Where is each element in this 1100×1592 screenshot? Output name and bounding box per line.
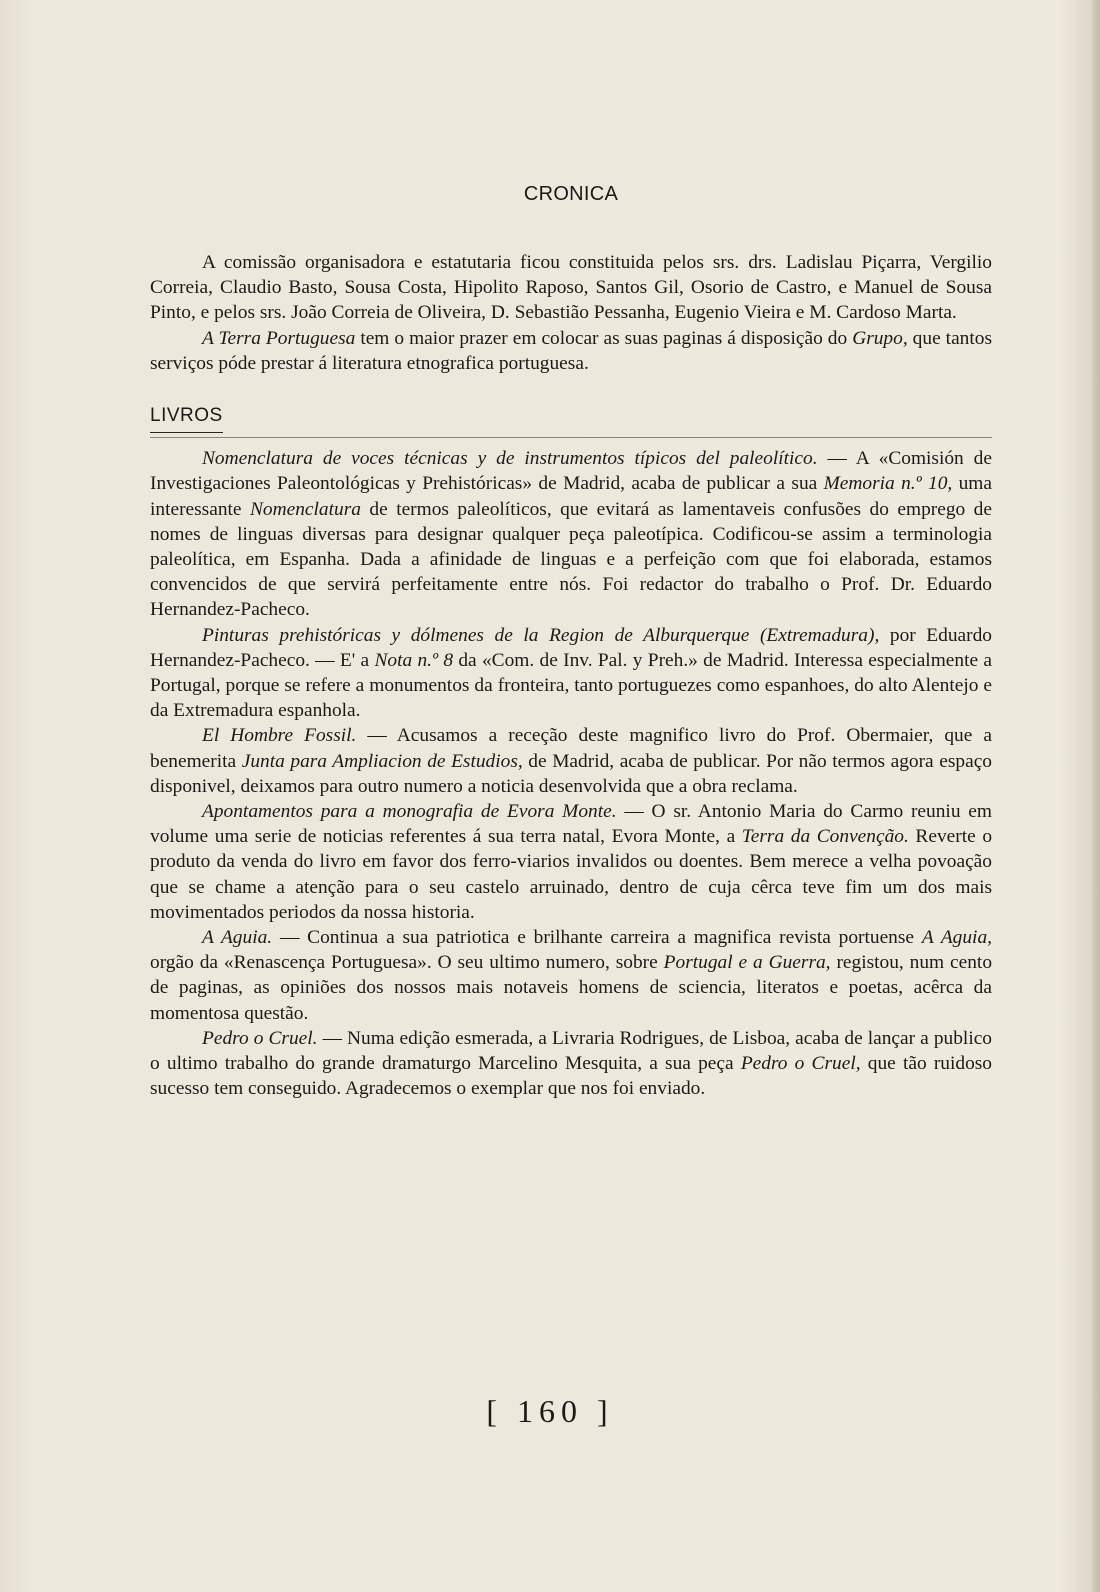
text-run: — Numa edição esmerada, a Livraria Rodrigues, de Lisboa, acaba de lançar a publico o ultimo trabalho do grande dramaturgo Marcelino Mesquita, a sua peça xyxy=(150,1027,993,1075)
text-run: Reverte o produto da venda do livro em favor dos ferro-viarios invalidos ou doentes. Bem merece a velha povoação que se chame a atenção para o seu castelo arruinado, dentro de cuja cêrca teve fim um dos mais movimentados periodos da nossa historia. xyxy=(150,826,993,923)
text-run: registou, num cento de paginas, as opiniões dos nossos mais notaveis homens de sciencia, literatos e poetas, acêrca da momentosa questão. xyxy=(150,952,993,1024)
italic-run: Portugal e a Guerra, xyxy=(663,952,831,974)
text-run: — Continua a sua patriotica e brilhante carreira a magnifica revista portuense xyxy=(272,927,922,949)
journal-title: A Terra Portuguesa xyxy=(202,327,356,349)
entry-title: Pedro o Cruel. xyxy=(202,1027,318,1049)
text-run: da «Com. de Inv. Pal. y Preh.» de Madrid. Interessa especialmente a Portugal, porque se refere a monumentos da fronteira, tanto portuguezes como espanhoes, do alto Alentejo e da Extremadura espanhola. xyxy=(150,649,992,722)
running-title: CRONICA xyxy=(523,183,619,205)
italic-run: Junta para Ampliacion de Estudios, xyxy=(241,750,523,772)
entry-hombre-fossil xyxy=(150,723,992,799)
italic-run: Nota n.º 8 xyxy=(374,649,454,671)
italic-run: Memoria n.º 10, xyxy=(823,473,953,495)
text-run: — O sr. Antonio Maria do Carmo reuniu em volume uma serie de noticias referentes á sua terra natal, Evora Monte, a xyxy=(150,801,992,848)
italic-run: Terra da Convenção. xyxy=(741,826,909,848)
text-run: por Eduardo Hernandez-Pacheco. — E' a xyxy=(150,624,992,671)
paragraph-terra-portuguesa xyxy=(150,326,992,376)
section-divider xyxy=(150,437,992,438)
page-edge-shadow xyxy=(1092,0,1100,1592)
text-run: de Madrid, acaba de publicar. Por não termos agora espaço disponivel, deixamos para outro numero a noticia desenvolvida que a obra reclama. xyxy=(150,750,992,797)
page-number: [ 160 ] xyxy=(486,1393,614,1429)
text-run: tem o maior prazer em colocar as suas paginas á disposição do xyxy=(355,327,853,349)
text-run: uma interessante xyxy=(150,473,993,520)
text-run: que tantos serviços póde prestar á literatura etnografica portuguesa. xyxy=(150,327,992,374)
entry-pedro-o-cruel xyxy=(150,1026,992,1102)
section-heading-livros: LIVROS xyxy=(150,403,223,433)
entry-title: Pinturas prehistóricas y dólmenes de la Region de Alburquerque (Extremadura), xyxy=(202,624,880,646)
entry-title: El Hombre Fossil. xyxy=(202,725,357,747)
entry-title: A Aguia. xyxy=(202,927,273,949)
entry-a-aguia xyxy=(150,925,992,1026)
italic-run: Pedro o Cruel, xyxy=(740,1053,861,1075)
entry-evora-monte xyxy=(150,799,992,925)
entry-title: Apontamentos para a monografia de Evora Monte. xyxy=(202,801,617,823)
italic-run: Nomenclatura xyxy=(250,498,361,520)
text-run: que tão ruidoso sucesso tem conseguido. Agradecemos o exemplar que nos foi enviado. xyxy=(150,1053,993,1100)
grupo-word: Grupo, xyxy=(852,327,908,349)
page-body xyxy=(150,250,992,1102)
text-run: — A «Comisión de Investigaciones Paleontológicas y Prehistóricas» de Madrid, acaba de publicar a sua xyxy=(150,448,992,495)
paragraph-commission xyxy=(150,250,992,326)
entry-pinturas xyxy=(150,623,992,724)
text-run: de termos paleolíticos, que evitará as lamentaveis confusões do emprego de nomes de linguas diversas para designar qualquer peça paleotípica. Codificou-se assim a terminologia paleolítica, em Espanha. Dada a afinidade de linguas e a perfeição com que foi elaborada, estamos convencidos de que servirá perfeitamente entre nós. Foi redactor do trabalho o Prof. Dr. Eduardo Hernandez-Pacheco. xyxy=(150,498,992,621)
text-run: — Acusamos a receção deste magnifico livro do Prof. Obermaier, que a benemerita xyxy=(150,725,992,772)
italic-run: A Aguia, xyxy=(921,927,992,949)
paragraph-commission-text: A comissão organisadora e estatutaria ficou constituida pelos srs. drs. Ladislau Piçarra, Vergilio Correia, Claudio Basto, Sousa Costa, Hipolito Raposo, Santos Gil, Osorio de Castro, e Manuel de Sousa Pinto, e pelos srs. João Correia de Oliveira, D. Sebastião Pessanha, Eugenio Vieira e M. Cardoso Marta. xyxy=(150,252,992,324)
entry-title: Nomenclatura de voces técnicas y de instrumentos típicos del paleolítico. xyxy=(202,448,818,470)
text-run: orgão da «Renascença Portuguesa». O seu ultimo numero, sobre xyxy=(150,952,664,974)
entry-nomenclatura xyxy=(150,446,992,622)
